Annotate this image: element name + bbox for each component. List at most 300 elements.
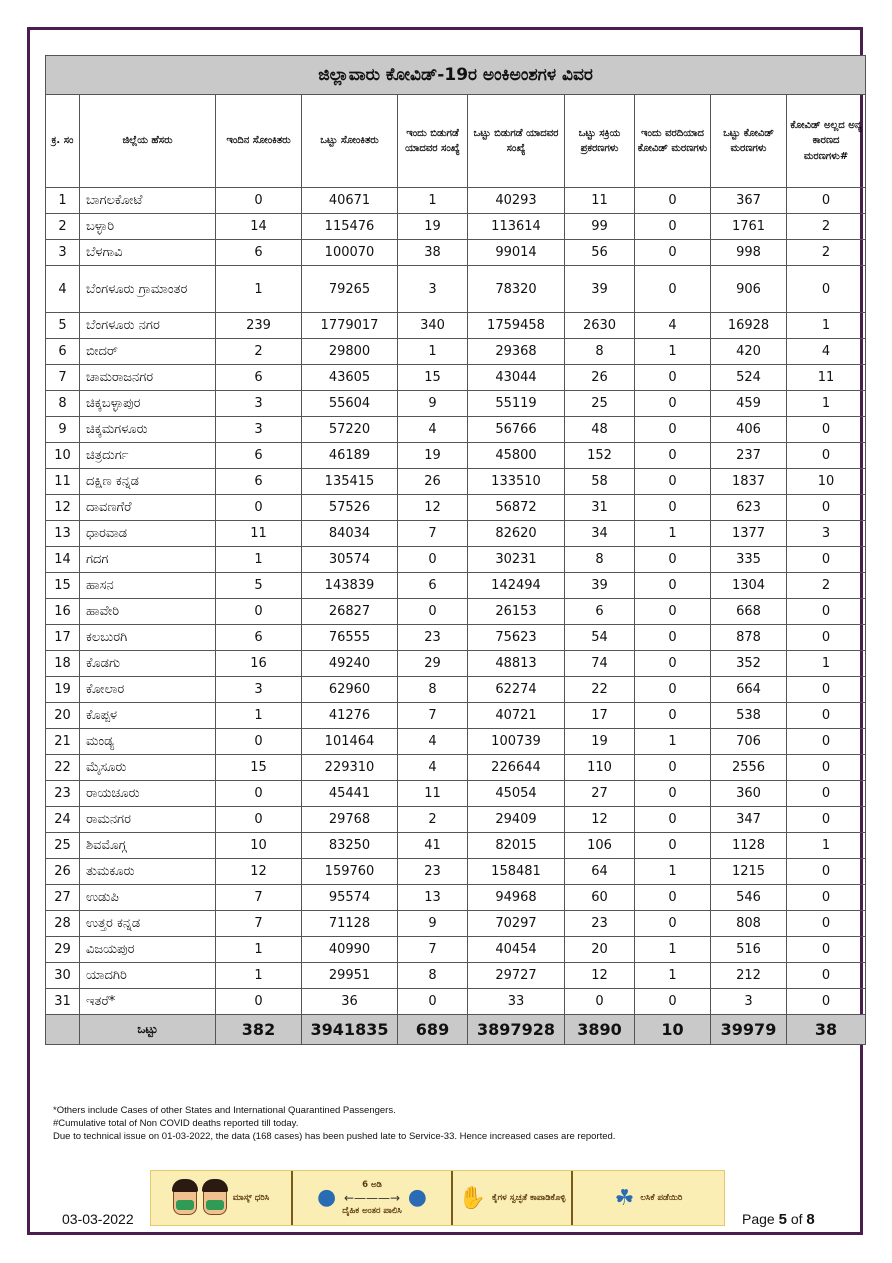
table-row <box>46 573 866 599</box>
stat-cell: 11 <box>565 188 635 214</box>
report-date: 03-03-2022 <box>62 1211 134 1227</box>
stat-cell: 0 <box>216 807 302 833</box>
stat-cell: 23 <box>398 859 468 885</box>
stat-cell: 48 <box>565 417 635 443</box>
stat-cell: 1 <box>787 651 866 677</box>
serial-number: 31 <box>46 989 80 1015</box>
stat-cell: 4 <box>398 729 468 755</box>
vaccination-icon: ☘ <box>614 1185 635 1211</box>
district-name: ಉತ್ತರ ಕನ್ನಡ <box>80 911 216 937</box>
district-name: ಚಾಮರಾಜನಗರ <box>80 365 216 391</box>
serial-number: 17 <box>46 625 80 651</box>
stat-cell: 1 <box>787 391 866 417</box>
total-cell: 10 <box>635 1015 711 1045</box>
serial-number: 15 <box>46 573 80 599</box>
stat-cell: 226644 <box>468 755 565 781</box>
table-row <box>46 703 866 729</box>
column-header: ಒಟ್ಟು ಸೋಂಕಿತರು <box>302 95 398 188</box>
district-name: ಬಾಗಲಕೋಟೆ <box>80 188 216 214</box>
stat-cell: 45800 <box>468 443 565 469</box>
double-arrow-icon: ←———→ <box>343 1191 401 1205</box>
stat-cell: 74 <box>565 651 635 677</box>
distance-segment <box>291 1171 451 1225</box>
stat-cell: 11 <box>216 521 302 547</box>
hands-segment <box>451 1171 571 1225</box>
stat-cell: 352 <box>711 651 787 677</box>
stat-cell: 0 <box>635 833 711 859</box>
stat-cell: 1 <box>635 339 711 365</box>
stat-cell: 58 <box>565 469 635 495</box>
stat-cell: 39 <box>565 266 635 313</box>
district-name: ಇತರೆ* <box>80 989 216 1015</box>
stat-cell: 2 <box>787 240 866 266</box>
column-header: ಒಟ್ಟು ಬಿಡುಗಡೆ ಯಾದವರ ಸಂಖ್ಯೆ <box>468 95 565 188</box>
stat-cell: 0 <box>635 755 711 781</box>
footnote-non-covid: #Cumulative total of Non COVID deaths reported till today. <box>53 1118 299 1129</box>
serial-number: 3 <box>46 240 80 266</box>
stat-cell: 7 <box>398 521 468 547</box>
stat-cell: 0 <box>787 781 866 807</box>
stat-cell: 0 <box>216 729 302 755</box>
stat-cell: 62274 <box>468 677 565 703</box>
stat-cell: 55119 <box>468 391 565 417</box>
stat-cell: 459 <box>711 391 787 417</box>
serial-number: 14 <box>46 547 80 573</box>
stat-cell: 420 <box>711 339 787 365</box>
table-row <box>46 443 866 469</box>
stat-cell: 101464 <box>302 729 398 755</box>
stat-cell: 546 <box>711 885 787 911</box>
stat-cell: 57526 <box>302 495 398 521</box>
stat-cell: 11 <box>787 365 866 391</box>
serial-number: 28 <box>46 911 80 937</box>
stat-cell: 0 <box>787 443 866 469</box>
district-name: ಚಿತ್ರದುರ್ಗ <box>80 443 216 469</box>
district-name: ಶಿವಮೊಗ್ಗ <box>80 833 216 859</box>
serial-number: 23 <box>46 781 80 807</box>
total-cell: 3897928 <box>468 1015 565 1045</box>
stat-cell: 13 <box>398 885 468 911</box>
district-name: ಕಲಬುರಗಿ <box>80 625 216 651</box>
stat-cell: 19 <box>565 729 635 755</box>
stat-cell: 8 <box>565 339 635 365</box>
stat-cell: 0 <box>787 547 866 573</box>
stat-cell: 1 <box>398 339 468 365</box>
column-header: ಒಟ್ಟು ಸಕ್ರಿಯ ಪ್ರಕರಣಗಳು <box>565 95 635 188</box>
stat-cell: 0 <box>787 911 866 937</box>
district-covid-table <box>45 55 866 1045</box>
stat-cell: 25 <box>565 391 635 417</box>
stat-cell: 99 <box>565 214 635 240</box>
table-row <box>46 417 866 443</box>
stat-cell: 36 <box>302 989 398 1015</box>
vaccine-segment <box>571 1171 724 1225</box>
stat-cell: 10 <box>216 833 302 859</box>
serial-number: 20 <box>46 703 80 729</box>
stat-cell: 94968 <box>468 885 565 911</box>
stat-cell: 159760 <box>302 859 398 885</box>
stat-cell: 54 <box>565 625 635 651</box>
stat-cell: 0 <box>635 781 711 807</box>
stat-cell: 0 <box>635 443 711 469</box>
total-row <box>46 1015 866 1045</box>
column-header: ಜಿಲ್ಲೆಯ ಹೆಸರು <box>80 95 216 188</box>
stat-cell: 41 <box>398 833 468 859</box>
stat-cell: 4 <box>635 313 711 339</box>
stat-cell: 1377 <box>711 521 787 547</box>
table-row <box>46 859 866 885</box>
stat-cell: 3 <box>216 677 302 703</box>
total-cell: 382 <box>216 1015 302 1045</box>
table-row <box>46 313 866 339</box>
serial-number: 12 <box>46 495 80 521</box>
stat-cell: 0 <box>787 188 866 214</box>
stat-cell: 40721 <box>468 703 565 729</box>
district-name: ಧಾರವಾಡ <box>80 521 216 547</box>
column-header: ಒಟ್ಟು ಕೋವಿಡ್ ಮರಣಗಳು <box>711 95 787 188</box>
stat-cell: 0 <box>635 417 711 443</box>
district-name: ತುಮಕೂರು <box>80 859 216 885</box>
district-name: ಉಡುಪಿ <box>80 885 216 911</box>
stat-cell: 360 <box>711 781 787 807</box>
footnote-others: *Others include Cases of other States and International Quarantined Passengers. <box>53 1105 396 1116</box>
stat-cell: 142494 <box>468 573 565 599</box>
stat-cell: 623 <box>711 495 787 521</box>
stat-cell: 1 <box>216 963 302 989</box>
total-label: ಒಟ್ಟು <box>80 1015 216 1045</box>
stat-cell: 906 <box>711 266 787 313</box>
stat-cell: 0 <box>216 781 302 807</box>
stat-cell: 43044 <box>468 365 565 391</box>
district-name: ಕೊಪ್ಪಳ <box>80 703 216 729</box>
stat-cell: 83250 <box>302 833 398 859</box>
total-cell: 3890 <box>565 1015 635 1045</box>
stat-cell: 3 <box>216 417 302 443</box>
stat-cell: 9 <box>398 911 468 937</box>
stat-cell: 38 <box>398 240 468 266</box>
stat-cell: 0 <box>787 989 866 1015</box>
stat-cell: 56766 <box>468 417 565 443</box>
table-row <box>46 729 866 755</box>
district-name: ರಾಮನಗರ <box>80 807 216 833</box>
total-cell: 3941835 <box>302 1015 398 1045</box>
serial-number: 21 <box>46 729 80 755</box>
district-name: ದಕ್ಷಿಣ ಕನ್ನಡ <box>80 469 216 495</box>
stat-cell: 1304 <box>711 573 787 599</box>
table-row <box>46 599 866 625</box>
stat-cell: 0 <box>635 807 711 833</box>
stat-cell: 3 <box>398 266 468 313</box>
stat-cell: 1215 <box>711 859 787 885</box>
table-row <box>46 989 866 1015</box>
stat-cell: 0 <box>635 651 711 677</box>
stat-cell: 237 <box>711 443 787 469</box>
footnotes <box>53 1104 615 1143</box>
stat-cell: 95574 <box>302 885 398 911</box>
stat-cell: 808 <box>711 911 787 937</box>
stat-cell: 0 <box>787 495 866 521</box>
stat-cell: 12 <box>565 963 635 989</box>
stat-cell: 49240 <box>302 651 398 677</box>
stat-cell: 3 <box>216 391 302 417</box>
stat-cell: 19 <box>398 214 468 240</box>
stat-cell: 1 <box>635 859 711 885</box>
stat-cell: 45054 <box>468 781 565 807</box>
masked-faces-icon <box>173 1181 197 1215</box>
table-row <box>46 625 866 651</box>
stat-cell: 0 <box>216 495 302 521</box>
stat-cell: 48813 <box>468 651 565 677</box>
stat-cell: 1779017 <box>302 313 398 339</box>
stat-cell: 0 <box>635 599 711 625</box>
stat-cell: 19 <box>398 443 468 469</box>
serial-number: 6 <box>46 339 80 365</box>
stat-cell: 26827 <box>302 599 398 625</box>
distance-value: 6 ಅಡಿ <box>362 1180 382 1190</box>
stat-cell: 0 <box>398 989 468 1015</box>
stat-cell: 6 <box>216 443 302 469</box>
stat-cell: 1 <box>635 729 711 755</box>
serial-number: 4 <box>46 266 80 313</box>
stat-cell: 12 <box>565 807 635 833</box>
stat-cell: 82015 <box>468 833 565 859</box>
stat-cell: 29768 <box>302 807 398 833</box>
stat-cell: 0 <box>398 547 468 573</box>
stat-cell: 0 <box>635 677 711 703</box>
stat-cell: 6 <box>216 625 302 651</box>
column-header: ಇಂದು ವರದಿಯಾದ ಕೋವಿಡ್ ಮರಣಗಳು <box>635 95 711 188</box>
stat-cell: 78320 <box>468 266 565 313</box>
stat-cell: 1 <box>635 963 711 989</box>
table-title: ಜಿಲ್ಲಾವಾರು ಕೋವಿಡ್-19ರ ಅಂಕಿಅಂಶಗಳ ವಿವರ <box>46 56 866 95</box>
stat-cell: 0 <box>787 599 866 625</box>
person-icon: ● <box>407 1185 427 1210</box>
stat-cell: 34 <box>565 521 635 547</box>
serial-number: 1 <box>46 188 80 214</box>
stat-cell: 8 <box>565 547 635 573</box>
district-name: ಬೆಂಗಳೂರು ಗ್ರಾಮಾಂತರ <box>80 266 216 313</box>
table-row <box>46 339 866 365</box>
stat-cell: 60 <box>565 885 635 911</box>
table-row <box>46 937 866 963</box>
stat-cell: 0 <box>216 989 302 1015</box>
serial-number: 30 <box>46 963 80 989</box>
total-cell: 38 <box>787 1015 866 1045</box>
table-row <box>46 521 866 547</box>
stat-cell: 6 <box>398 573 468 599</box>
district-name: ಮಂಡ್ಯ <box>80 729 216 755</box>
stat-cell: 0 <box>787 885 866 911</box>
stat-cell: 39 <box>565 573 635 599</box>
stat-cell: 71128 <box>302 911 398 937</box>
stat-cell: 1 <box>216 266 302 313</box>
stat-cell: 0 <box>398 599 468 625</box>
stat-cell: 33 <box>468 989 565 1015</box>
stat-cell: 17 <box>565 703 635 729</box>
table-row <box>46 807 866 833</box>
stat-cell: 100070 <box>302 240 398 266</box>
stat-cell: 1 <box>216 937 302 963</box>
stat-cell: 1 <box>787 313 866 339</box>
stat-cell: 26 <box>565 365 635 391</box>
stat-cell: 8 <box>398 963 468 989</box>
stat-cell: 30231 <box>468 547 565 573</box>
stat-cell: 706 <box>711 729 787 755</box>
page-number: Page 5 of 8 <box>742 1211 815 1228</box>
stat-cell: 56872 <box>468 495 565 521</box>
table-row <box>46 885 866 911</box>
serial-number: 26 <box>46 859 80 885</box>
page-current: 5 <box>778 1211 787 1228</box>
stat-cell: 3 <box>787 521 866 547</box>
total-cell: 689 <box>398 1015 468 1045</box>
serial-number: 9 <box>46 417 80 443</box>
table-row <box>46 391 866 417</box>
stat-cell: 100739 <box>468 729 565 755</box>
stat-cell: 30574 <box>302 547 398 573</box>
stat-cell: 99014 <box>468 240 565 266</box>
serial-number: 24 <box>46 807 80 833</box>
stat-cell: 0 <box>787 859 866 885</box>
stat-cell: 75623 <box>468 625 565 651</box>
stat-cell: 6 <box>565 599 635 625</box>
district-name: ಕೋಲಾರ <box>80 677 216 703</box>
stat-cell: 2 <box>787 573 866 599</box>
stat-cell: 878 <box>711 625 787 651</box>
page-total: 8 <box>806 1211 815 1228</box>
stat-cell: 27 <box>565 781 635 807</box>
vaccine-text: ಲಸಿಕೆ ಪಡೆಯಿರಿ <box>640 1193 683 1203</box>
table-row <box>46 651 866 677</box>
stat-cell: 0 <box>787 755 866 781</box>
stat-cell: 335 <box>711 547 787 573</box>
stat-cell: 2 <box>216 339 302 365</box>
stat-cell: 29368 <box>468 339 565 365</box>
total-cell: 39979 <box>711 1015 787 1045</box>
stat-cell: 56 <box>565 240 635 266</box>
serial-number: 29 <box>46 937 80 963</box>
table-row <box>46 755 866 781</box>
person-icon: ● <box>317 1185 337 1210</box>
stat-cell: 7 <box>398 703 468 729</box>
stat-cell: 29800 <box>302 339 398 365</box>
stat-cell: 0 <box>635 495 711 521</box>
stat-cell: 1 <box>216 703 302 729</box>
stat-cell: 524 <box>711 365 787 391</box>
stat-cell: 15 <box>398 365 468 391</box>
district-name: ರಾಯಚೂರು <box>80 781 216 807</box>
table-row <box>46 214 866 240</box>
stat-cell: 12 <box>398 495 468 521</box>
stat-cell: 0 <box>216 599 302 625</box>
serial-number: 18 <box>46 651 80 677</box>
distance-text: ದೈಹಿಕ ಅಂತರ ಪಾಲಿಸಿ <box>342 1206 402 1216</box>
stat-cell: 212 <box>711 963 787 989</box>
stat-cell: 9 <box>398 391 468 417</box>
stat-cell: 0 <box>635 214 711 240</box>
stat-cell: 29951 <box>302 963 398 989</box>
stat-cell: 79265 <box>302 266 398 313</box>
stat-cell: 0 <box>635 911 711 937</box>
stat-cell: 0 <box>635 885 711 911</box>
stat-cell: 229310 <box>302 755 398 781</box>
district-name: ಬೀದರ್ <box>80 339 216 365</box>
stat-cell: 40293 <box>468 188 565 214</box>
stat-cell: 0 <box>635 573 711 599</box>
stat-cell: 26153 <box>468 599 565 625</box>
stat-cell: 347 <box>711 807 787 833</box>
table-row <box>46 469 866 495</box>
stat-cell: 152 <box>565 443 635 469</box>
district-name: ವಿಜಯಪುರ <box>80 937 216 963</box>
stat-cell: 538 <box>711 703 787 729</box>
stat-cell: 46189 <box>302 443 398 469</box>
stat-cell: 1 <box>787 833 866 859</box>
stat-cell: 113614 <box>468 214 565 240</box>
stat-cell: 1837 <box>711 469 787 495</box>
column-header: ಕ್ರ. ಸಂ <box>46 95 80 188</box>
table-row <box>46 365 866 391</box>
stat-cell: 12 <box>216 859 302 885</box>
table-row <box>46 188 866 214</box>
mask-segment <box>151 1171 291 1225</box>
total-cell <box>46 1015 80 1045</box>
stat-cell: 2 <box>787 214 866 240</box>
stat-cell: 23 <box>398 625 468 651</box>
stat-cell: 15 <box>216 755 302 781</box>
stat-cell: 40671 <box>302 188 398 214</box>
serial-number: 8 <box>46 391 80 417</box>
table-row <box>46 547 866 573</box>
district-name: ಯಾದಗಿರಿ <box>80 963 216 989</box>
stat-cell: 0 <box>635 391 711 417</box>
serial-number: 10 <box>46 443 80 469</box>
district-name: ಮೈಸೂರು <box>80 755 216 781</box>
stat-cell: 0 <box>787 703 866 729</box>
stat-cell: 16 <box>216 651 302 677</box>
stat-cell: 62960 <box>302 677 398 703</box>
stat-cell: 3 <box>711 989 787 1015</box>
stat-cell: 0 <box>565 989 635 1015</box>
stat-cell: 0 <box>635 240 711 266</box>
stat-cell: 1 <box>635 521 711 547</box>
column-header: ಇಂದಿನ ಸೋಂಕಿತರು <box>216 95 302 188</box>
district-name: ಹಾವೇರಿ <box>80 599 216 625</box>
stat-cell: 0 <box>635 703 711 729</box>
table-row <box>46 677 866 703</box>
serial-number: 7 <box>46 365 80 391</box>
stat-cell: 45441 <box>302 781 398 807</box>
serial-number: 22 <box>46 755 80 781</box>
stat-cell: 6 <box>216 365 302 391</box>
stat-cell: 29409 <box>468 807 565 833</box>
stat-cell: 1 <box>216 547 302 573</box>
district-name: ಹಾಸನ <box>80 573 216 599</box>
stat-cell: 4 <box>398 417 468 443</box>
serial-number: 27 <box>46 885 80 911</box>
footnote-technical-issue: Due to technical issue on 01-03-2022, the data (168 cases) has been pushed late to Service-33. Hence increased cases are reported. <box>53 1131 616 1142</box>
stat-cell: 0 <box>787 266 866 313</box>
district-name: ಚಿಕ್ಕಮಗಳೂರು <box>80 417 216 443</box>
stat-cell: 340 <box>398 313 468 339</box>
stat-cell: 0 <box>787 937 866 963</box>
stat-cell: 133510 <box>468 469 565 495</box>
hand-wash-icon: ✋ <box>458 1185 486 1211</box>
serial-number: 25 <box>46 833 80 859</box>
stat-cell: 57220 <box>302 417 398 443</box>
stat-cell: 40990 <box>302 937 398 963</box>
stat-cell: 0 <box>787 729 866 755</box>
